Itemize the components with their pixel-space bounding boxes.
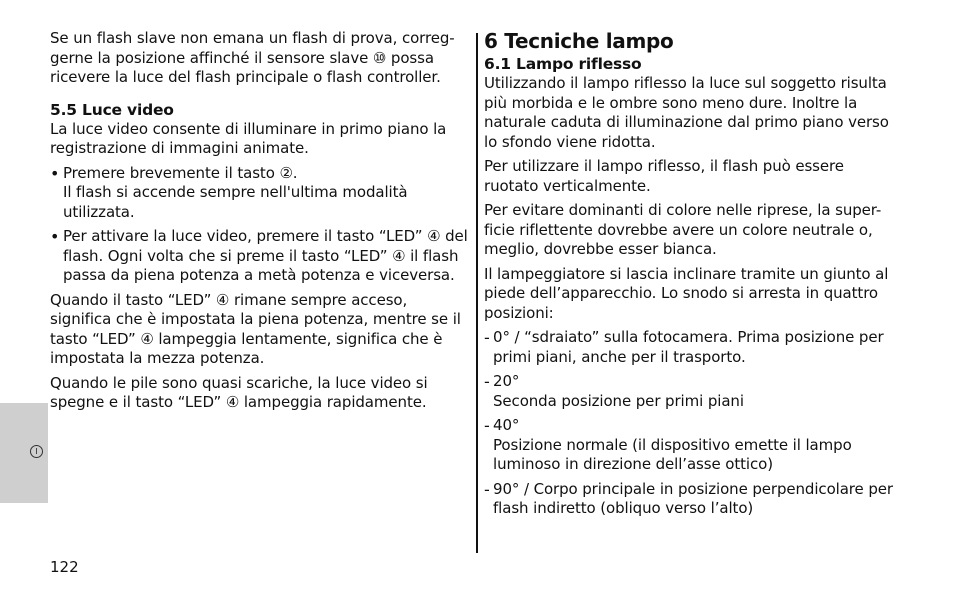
position-item [484, 480, 904, 519]
text-line: posizioni: [484, 303, 554, 322]
text-line: Per attivare la luce video, premere il tasto “LED” ④ del [63, 227, 468, 245]
bullet-mark: • [50, 227, 60, 246]
language-indicator: I [30, 445, 43, 458]
text-line: 90° / Corpo principale in posizione perpendicolare per [493, 479, 893, 498]
page-number: 122 [50, 558, 79, 576]
section-5-5-intro [50, 120, 470, 159]
text-line: Il flash si accende sempre nell'ultima modalità [63, 183, 408, 201]
bullet-item [50, 164, 470, 223]
bullet-mark: • [50, 163, 60, 183]
section-heading-6: 6 Tecniche lampo [484, 29, 674, 53]
text-line: passa da piena potenza a metà potenza e viceversa. [63, 266, 455, 284]
text-line: lo sfondo viene ridotta. [484, 132, 656, 151]
text-line: flash. Ogni volta che si preme il tasto “LED” ④ il flash [63, 246, 459, 265]
text-line: Quando il tasto “LED” ④ rimane sempre acceso, [50, 290, 408, 309]
text-line: 20° [493, 372, 520, 390]
dash-mark: - [484, 328, 490, 347]
text-line: Per evitare dominanti di colore nelle riprese, la super- [484, 201, 882, 219]
right-column [484, 29, 904, 524]
text-line: Seconda posizione per primi piani [493, 391, 744, 410]
text-line: Posizione normale (il dispositivo emette il lampo [493, 435, 852, 454]
section-heading-6-1: 6.1 Lampo riflesso [484, 55, 642, 73]
section-heading-5-5: 5.5 Luce video [50, 100, 174, 119]
text-line: Il lampeggiatore si lascia inclinare tramite un giunto al [484, 264, 889, 283]
battery-paragraph [50, 374, 470, 413]
text-line: registrazione di immagini animate. [50, 139, 309, 157]
text-line: più morbida e le ombre sono meno dure. Inoltre la [484, 93, 858, 112]
text-line: flash indiretto (obliquo verso l’alto) [493, 499, 754, 517]
text-line: ficie riflettente dovrebbe avere un colore neutrale o, [484, 220, 873, 239]
dash-mark: - [484, 372, 490, 391]
position-item [484, 372, 904, 411]
text-line: spegne e il tasto “LED” ④ lampeggia rapidamente. [50, 393, 427, 411]
text-line: luminoso in direzione dell’asse ottico) [493, 455, 773, 473]
text-line: significa che è impostata la piena potenza, mentre se il [50, 310, 461, 328]
text-line: Se un flash slave non emana un flash di prova, correg- [50, 29, 455, 47]
text-line: Per utilizzare il lampo riflesso, il flash può essere [484, 157, 844, 175]
position-item [484, 328, 904, 367]
text-line: ruotato verticalmente. [484, 176, 651, 195]
position-item [484, 416, 904, 475]
text-line: tasto “LED” ④ lampeggia lentamente, significa che è [50, 329, 443, 348]
text-line: Utilizzando il lampo riflesso la luce sul soggetto risulta [484, 74, 887, 92]
text-line: Quando le pile sono quasi scariche, la luce video si [50, 373, 428, 392]
text-line: meglio, dovrebbe esser bianca. [484, 240, 717, 258]
intro-paragraph [50, 29, 470, 88]
dash-mark: - [484, 479, 490, 499]
text-line: La luce video consente di illuminare in primo piano la [50, 119, 447, 138]
left-column [50, 29, 470, 418]
text-line: 40° [493, 416, 520, 434]
led-paragraph [50, 291, 470, 369]
text-line: piede dell’apparecchio. Lo snodo si arresta in quattro [484, 284, 879, 302]
text-line: primi piani, anche per il trasporto. [493, 347, 746, 366]
text-line: Premere brevemente il tasto ②. [63, 163, 298, 182]
paragraph-3 [484, 201, 904, 260]
dash-mark: - [484, 416, 490, 435]
paragraph-2 [484, 157, 904, 196]
paragraph-1 [484, 74, 904, 152]
text-line: ricevere la luce del flash principale o flash controller. [50, 68, 441, 86]
column-divider [476, 33, 478, 553]
text-line: utilizzata. [63, 202, 135, 221]
text-line: 0° / “sdraiato” sulla fotocamera. Prima posizione per [493, 328, 884, 346]
paragraph-4 [484, 265, 904, 324]
bullet-item [50, 227, 470, 286]
text-line: naturale caduta di illuminazione dal primo piano verso [484, 113, 889, 131]
text-line: impostata la mezza potenza. [50, 349, 265, 367]
text-line: gerne la posizione affinché il sensore slave ⑩ possa [50, 48, 434, 67]
